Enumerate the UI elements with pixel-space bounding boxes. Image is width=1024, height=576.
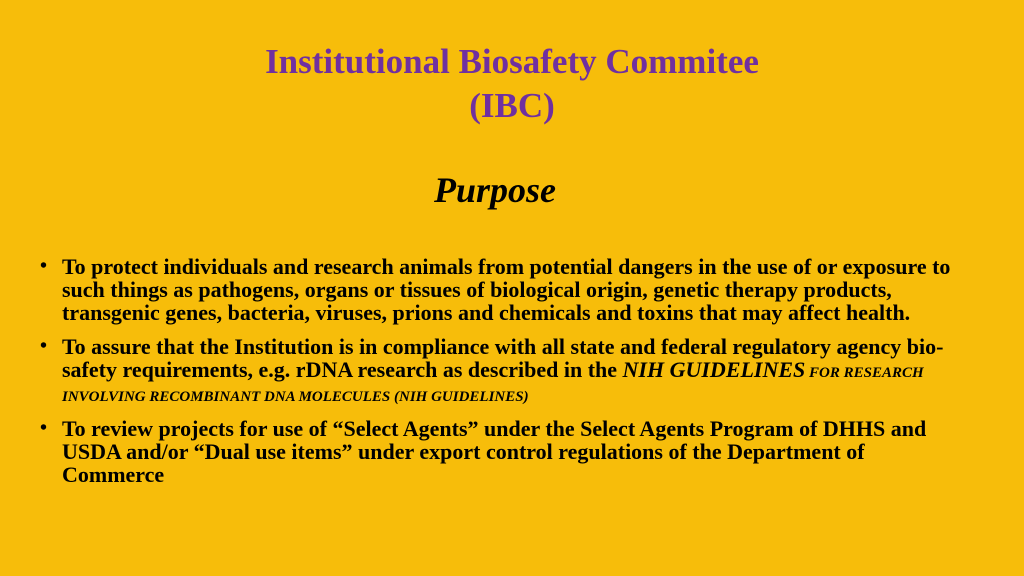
slide-subtitle: Purpose	[433, 170, 556, 210]
nih-guidelines-detail: FOR RESEARCH INVOLVING RECOMBINANT DNA MOLECULES (NIH GUIDELINES)	[62, 365, 924, 405]
title-line-2: (IBC)	[469, 86, 555, 125]
bullet-item-compliance	[40, 335, 960, 406]
bullet-marker: •	[40, 255, 48, 277]
bullet-list	[40, 255, 960, 497]
bullet-marker: •	[40, 417, 48, 439]
bullet-item-select-agents	[40, 417, 960, 486]
nih-guidelines-emphasis: NIH GUIDELINES	[622, 357, 806, 382]
bullet-text: To assure that the Institution is in compliance with all state and federal regulatory agency bio-safety requirements, e.g. rDNA research as described in the	[62, 334, 944, 382]
bullet-text: To protect individuals and research animals from potential dangers in the use of or exposure to such things as pathogens, organs or tissues of biological origin, genetic therapy products, transgenic genes, bacteria, viruses, prions and chemicals and toxins that may affect health.	[62, 254, 951, 325]
bullet-item-protect	[40, 255, 960, 324]
bullet-text: To review projects for use of “Select Agents” under the Select Agents Program of DHHS and USDA and/or “Dual use items” under export control regulations of the Department of Commerce	[62, 416, 927, 487]
title-line-1: Institutional Biosafety Commitee	[265, 42, 759, 81]
slide-title	[0, 40, 1024, 128]
bullet-marker: •	[40, 335, 48, 357]
